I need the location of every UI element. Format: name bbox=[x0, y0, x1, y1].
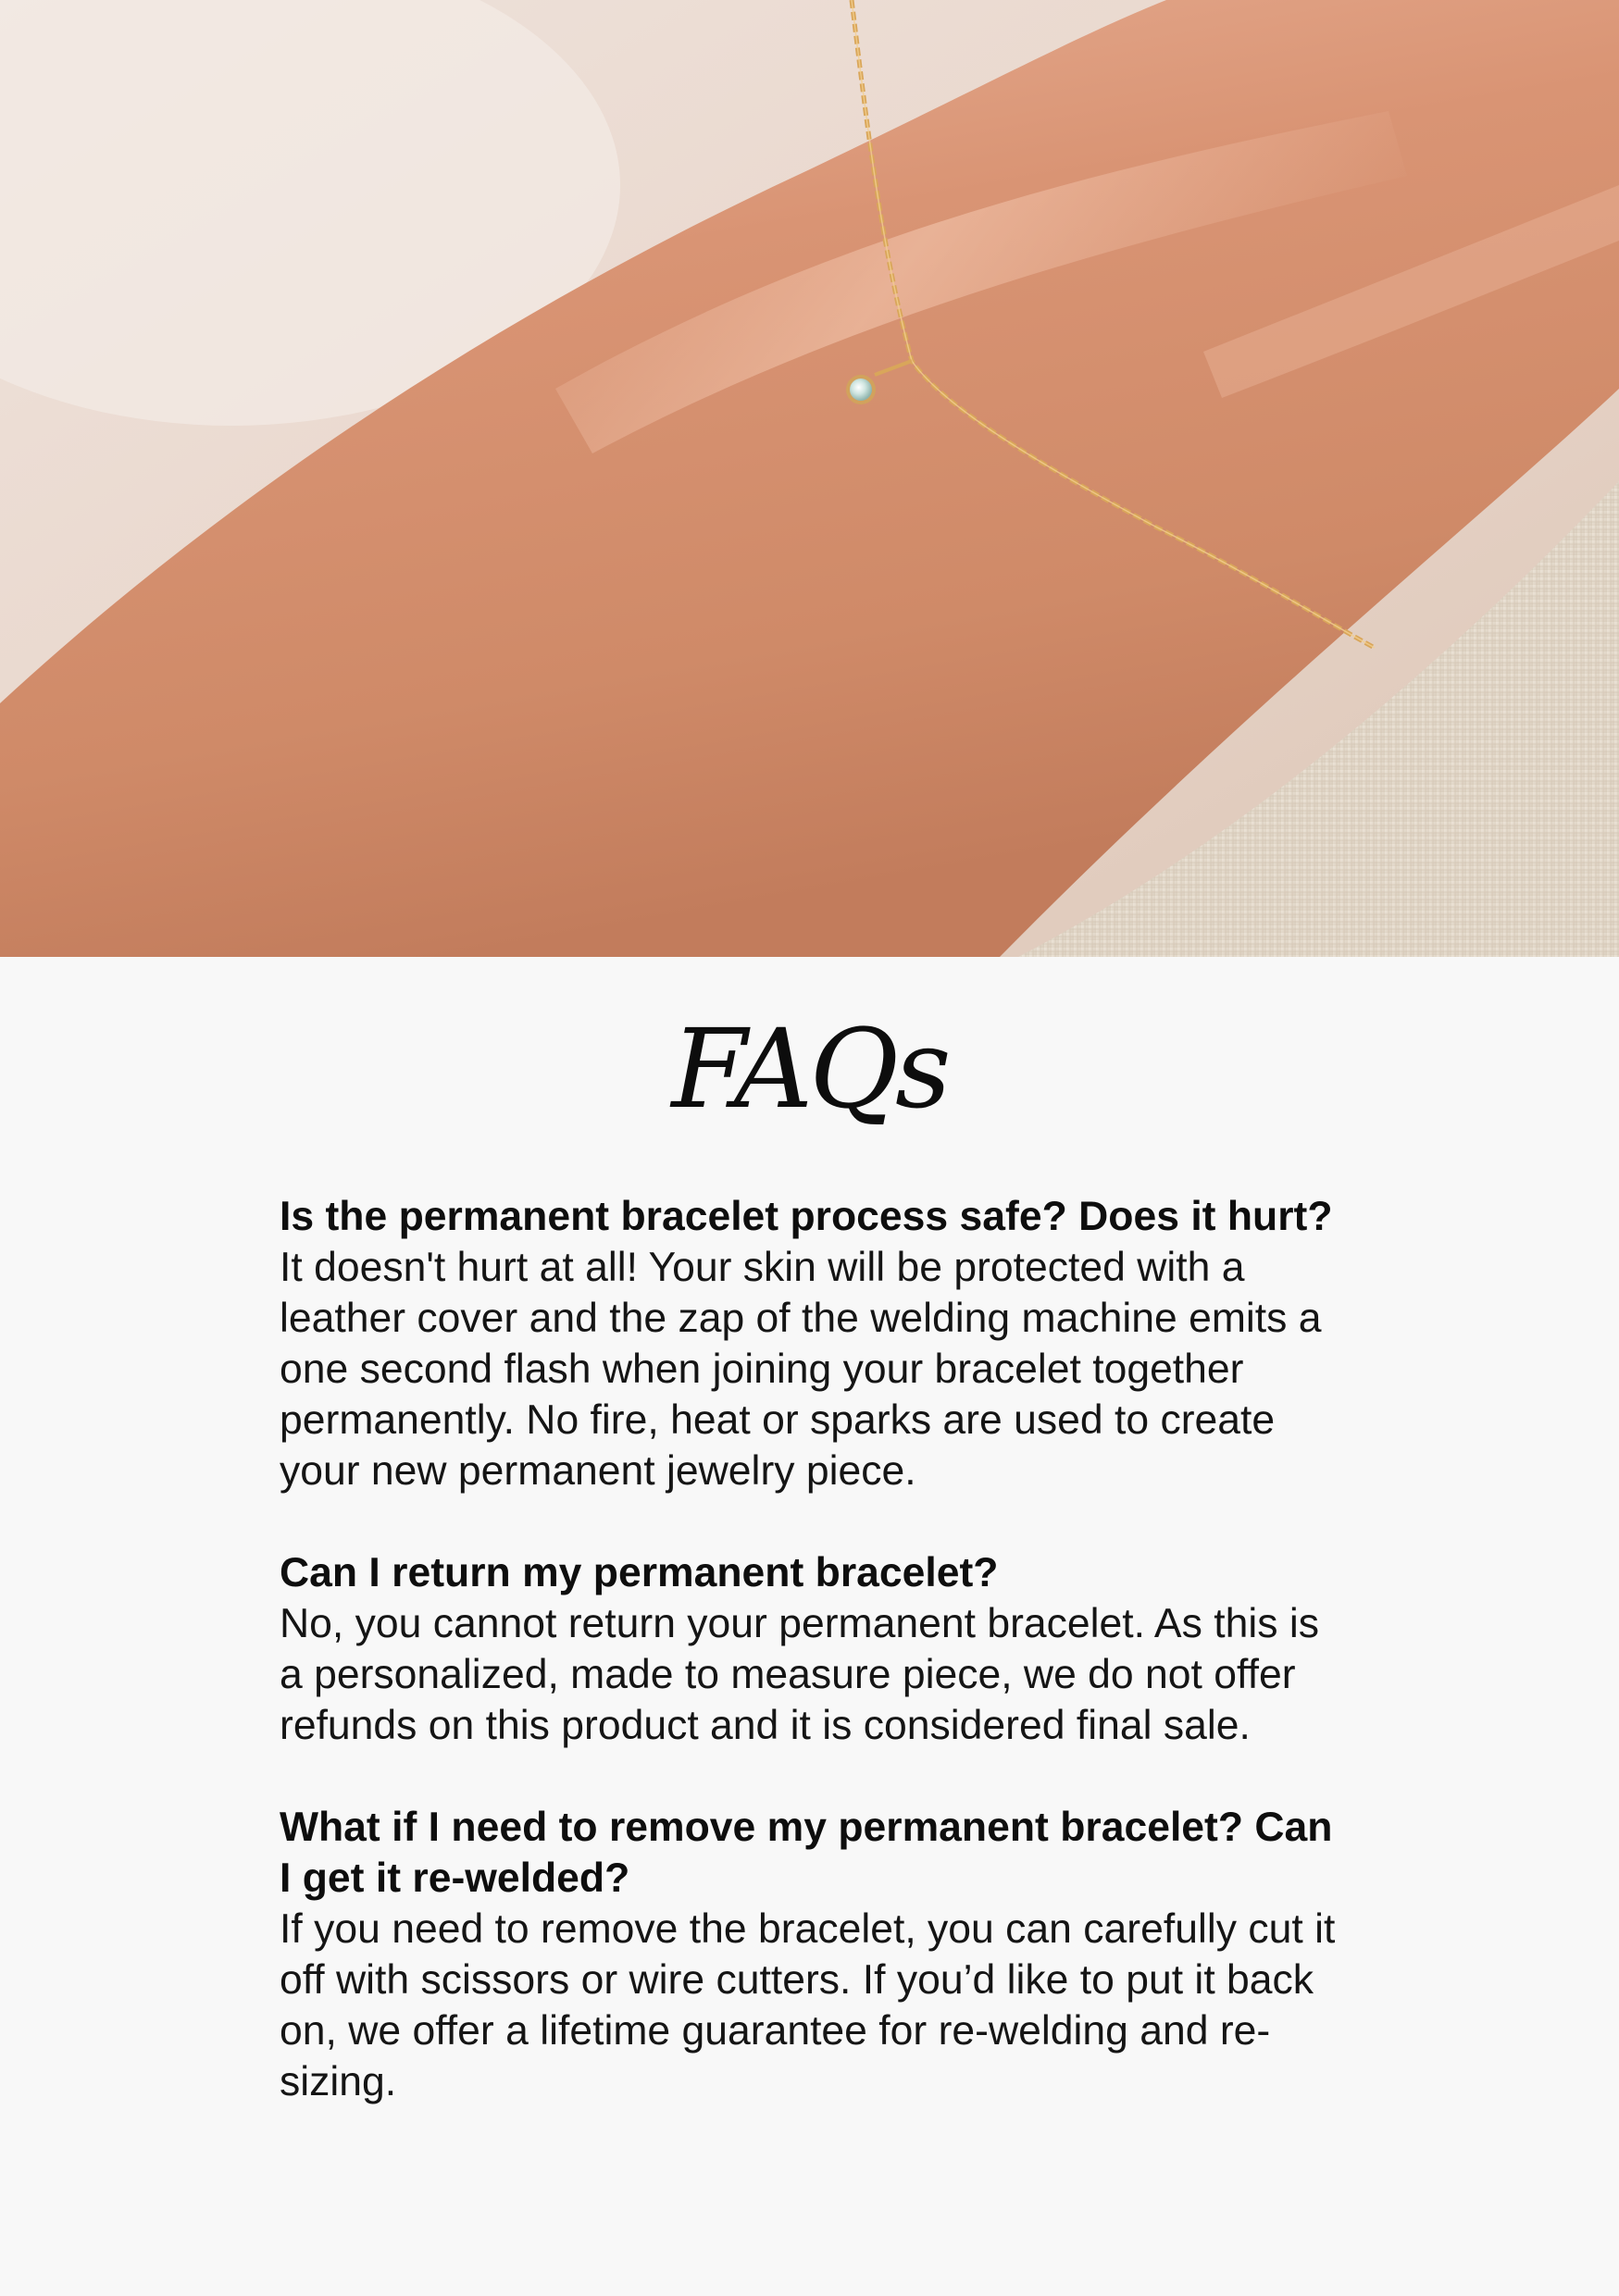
faq-list bbox=[280, 1191, 1344, 2158]
faq-item bbox=[280, 1191, 1344, 1496]
faq-question: What if I need to remove my permanent bracelet? Can I get it re-welded? bbox=[280, 1805, 1333, 1901]
page-title: FAQs bbox=[671, 1005, 948, 1133]
faq-item bbox=[280, 1802, 1344, 2107]
faq-question: Is the permanent bracelet process safe? Does it hurt? bbox=[280, 1194, 1333, 1239]
bracelet-photo-illustration bbox=[0, 0, 1619, 957]
hero-bracelet-photo bbox=[0, 0, 1619, 957]
faq-item bbox=[280, 1547, 1344, 1751]
faq-question: Can I return my permanent bracelet? bbox=[280, 1550, 999, 1595]
faq-answer: If you need to remove the bracelet, you can carefully cut it off with scissors or wire cutters. If you’d like to put it back on, we offer a lifetime guarantee for re-welding and re-sizing. bbox=[280, 1906, 1336, 2104]
faq-answer: It doesn't hurt at all! Your skin will be protected with a leather cover and the zap of the welding machine emits a one second flash when joining your bracelet together permanently. No fire, heat or sparks are used to create your new permanent jewelry piece. bbox=[280, 1245, 1322, 1494]
faq-answer: No, you cannot return your permanent bracelet. As this is a personalized, made to measure piece, we do not offer refunds on this product and it is considered final sale. bbox=[280, 1601, 1319, 1748]
